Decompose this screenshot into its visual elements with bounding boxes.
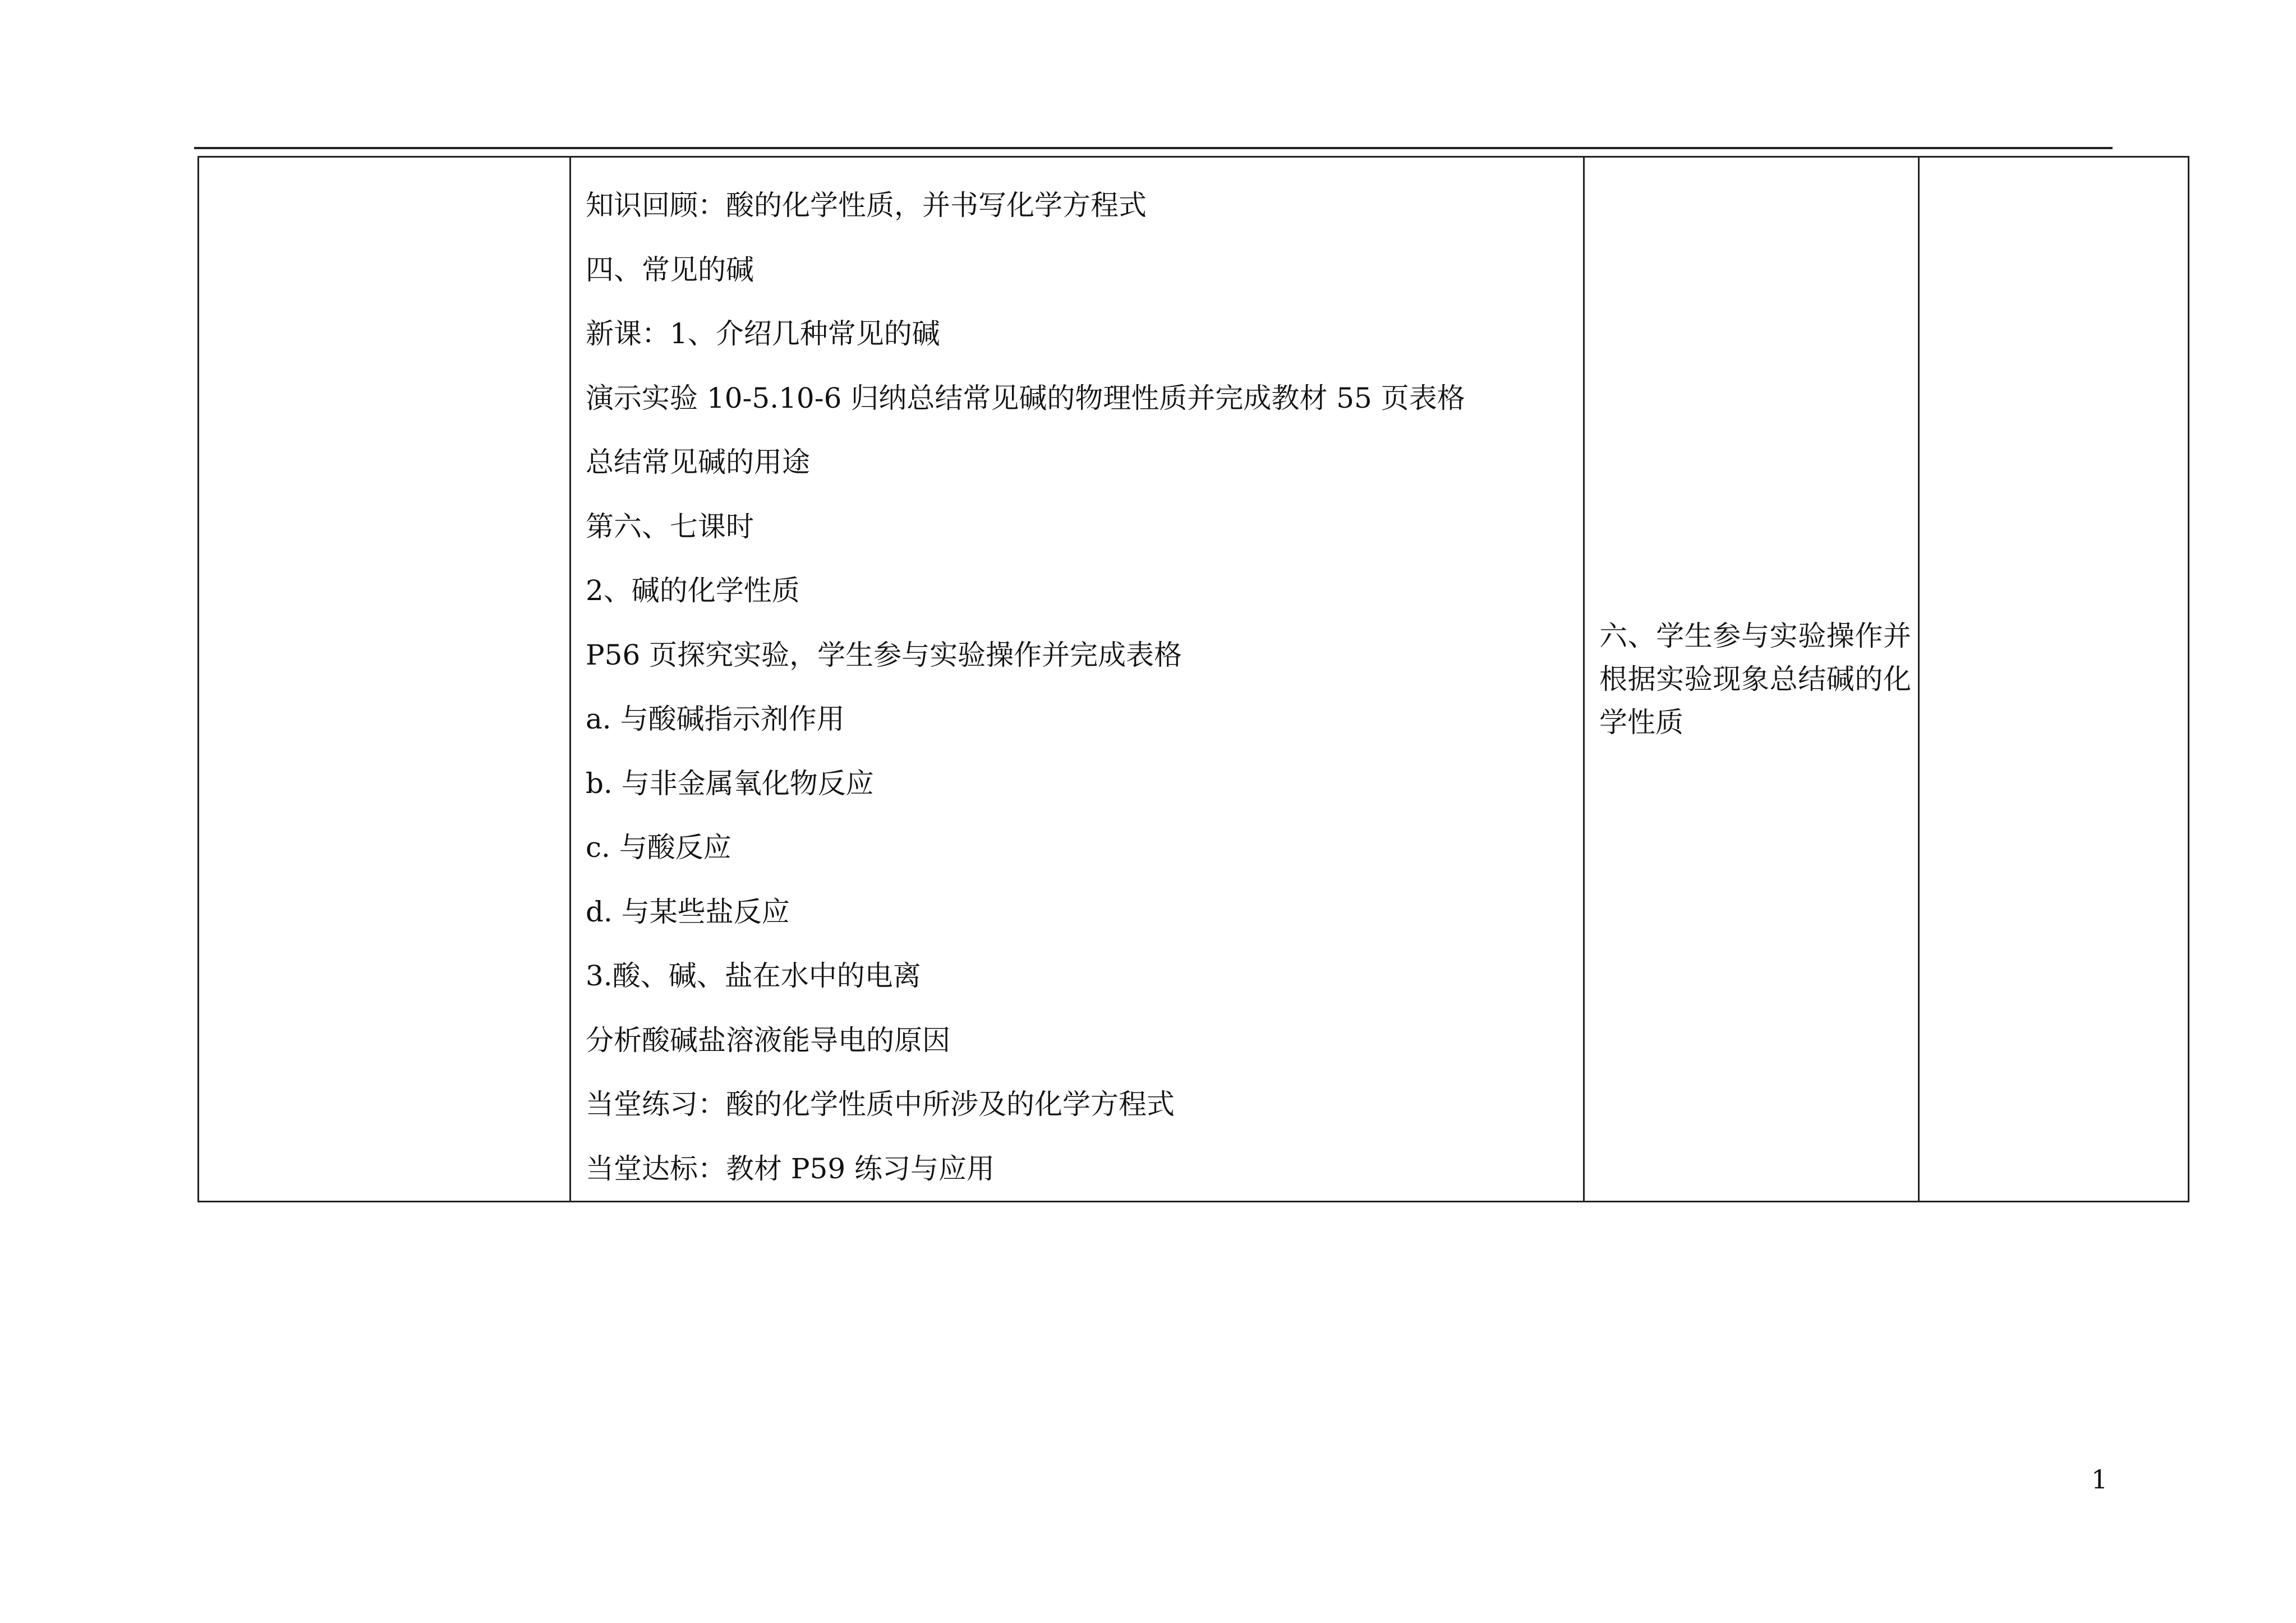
- content-line: 2、碱的化学性质: [586, 574, 800, 607]
- lesson-content-cell: [570, 157, 1584, 1202]
- content-line: 总结常见碱的用途: [586, 446, 810, 478]
- header-rule: [194, 147, 2113, 149]
- lesson-table: [197, 156, 2189, 1202]
- content-line: 知识回顾：酸的化学性质，并书写化学方程式: [586, 189, 1147, 222]
- content-line: a. 与酸碱指示剂作用: [586, 703, 845, 735]
- content-line: 3.酸、碱、盐在水中的电离: [586, 960, 921, 992]
- content-line: 演示实验 10-5.10-6 归纳总结常见碱的物理性质并完成教材 55 页表格: [586, 381, 1465, 414]
- content-line: c. 与酸反应: [586, 831, 731, 864]
- page-number: 1: [2091, 1464, 2108, 1495]
- content-line: b. 与非金属氧化物反应: [586, 767, 874, 800]
- content-line: 分析酸碱盐溶液能导电的原因: [586, 1023, 950, 1057]
- content-line: P56 页探究实验，学生参与实验操作并完成表格: [586, 638, 1182, 671]
- content-line: 当堂达标：教材 P59 练习与应用: [586, 1152, 995, 1185]
- content-line: 四、常见的碱: [586, 253, 754, 286]
- content-line: 当堂练习：酸的化学性质中所涉及的化学方程式: [586, 1088, 1175, 1121]
- content-line: 新课：1、介绍几种常见的碱: [586, 317, 940, 350]
- student-activity-text: 六、学生参与实验操作并根据实验现象总结碱的化学性质: [1599, 619, 1911, 739]
- first-column-cell: [199, 157, 570, 1202]
- content-line: d. 与某些盐反应: [586, 895, 790, 928]
- student-activity-cell: [1584, 157, 1919, 1202]
- content-line: 第六、七课时: [586, 510, 754, 543]
- table-row: [199, 157, 2189, 1202]
- last-column-cell: [1919, 157, 2189, 1202]
